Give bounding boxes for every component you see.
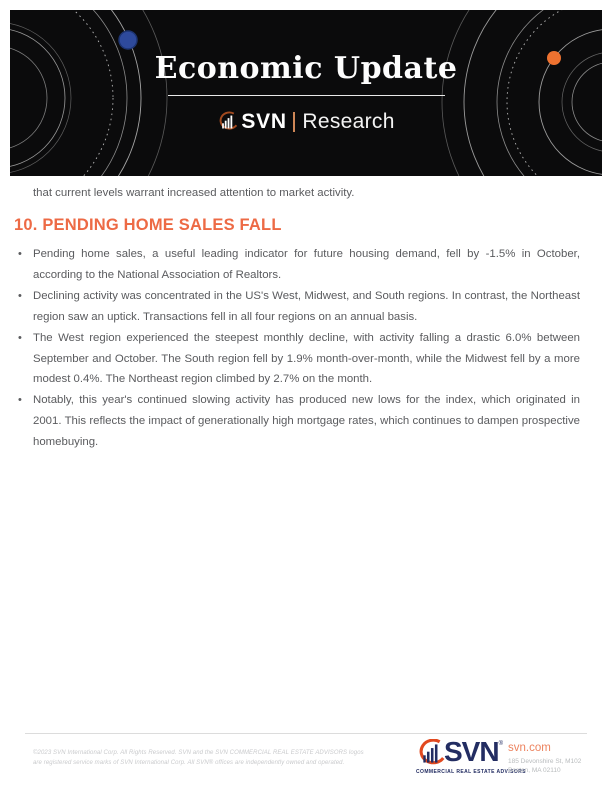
bullet-marker: •: [18, 331, 22, 344]
section-heading: 10. PENDING HOME SALES FALL: [14, 216, 282, 234]
brand-divider: [293, 112, 296, 132]
footer-svn-logo: [416, 736, 526, 775]
footer-divider: [25, 733, 587, 734]
brand-division: Research: [302, 110, 395, 133]
bullet-item: [18, 328, 580, 391]
footer-address-line-2: Boston, MA 02110: [508, 767, 561, 774]
svn-research-logo: [217, 110, 394, 134]
bullet-marker: •: [18, 248, 22, 260]
footer-address: [508, 757, 581, 775]
svn-registered-mark: ®: [498, 741, 503, 747]
page-footer: [0, 733, 612, 792]
footer-contact-block: [508, 742, 581, 775]
footer-website-link[interactable]: svn.com: [508, 742, 551, 754]
intro-text: that current levels warrant increased attention to market activity.: [33, 187, 355, 199]
brand-name: SVN: [241, 110, 287, 133]
bullet-item: [18, 244, 580, 286]
bullet-marker: •: [18, 289, 22, 302]
bullet-text: Declining activity was concentrated in the US's West, Midwest, and South regions. In contrast, the Northeast region saw an uptick. Transactions fell in all four regions on an annual basis.: [33, 289, 580, 323]
bullet-item: [18, 286, 580, 328]
footer-address-line-1: 185 Devonshire St, M102: [508, 758, 582, 765]
disclaimer-line-2: are registered service marks of SVN International Corp. All SVN® offices are independently owned and operated.: [33, 759, 345, 766]
svn-bars-icon: [217, 111, 239, 133]
svn-footer-tagline: COMMERCIAL REAL ESTATE ADVISORS: [416, 769, 526, 775]
disclaimer-line-1: ©2023 SVN International Corp. All Rights Reserved. SVN and the SVN COMMERCIAL REAL ESTATE ADVISORS logos: [33, 750, 364, 756]
title-divider: [168, 95, 445, 96]
page-title: Economic Update: [154, 51, 458, 86]
bullet-text: Notably, this year's continued slowing activity has produced new lows for the index, which originated in 2001. This reflects the impact of generationally high mortgage rates, which continues to dampen prospective homebuying.: [33, 394, 580, 449]
bullet-text: The West region experienced the steepest monthly decline, with activity falling a drastic 6.0% between September and October. The South region fell by 1.9% month-over-month, while the Midwest fell by a more modest 0.4%. The Northeast region climbed by 2.7% on the month.: [33, 331, 580, 386]
header-banner: [10, 10, 602, 176]
svn-footer-bars-icon: [416, 739, 447, 768]
bullet-list: [18, 244, 580, 453]
bullet-item: [18, 390, 580, 453]
bullet-text: Pending home sales, a useful leading indicator for future housing demand, fell by -1.5% in October, according to the National Association of Realtors.: [33, 248, 580, 281]
bullet-marker: •: [18, 394, 22, 407]
page-content: [14, 176, 580, 453]
svn-footer-name: SVN: [444, 736, 499, 767]
footer-disclaimer: [33, 749, 364, 768]
